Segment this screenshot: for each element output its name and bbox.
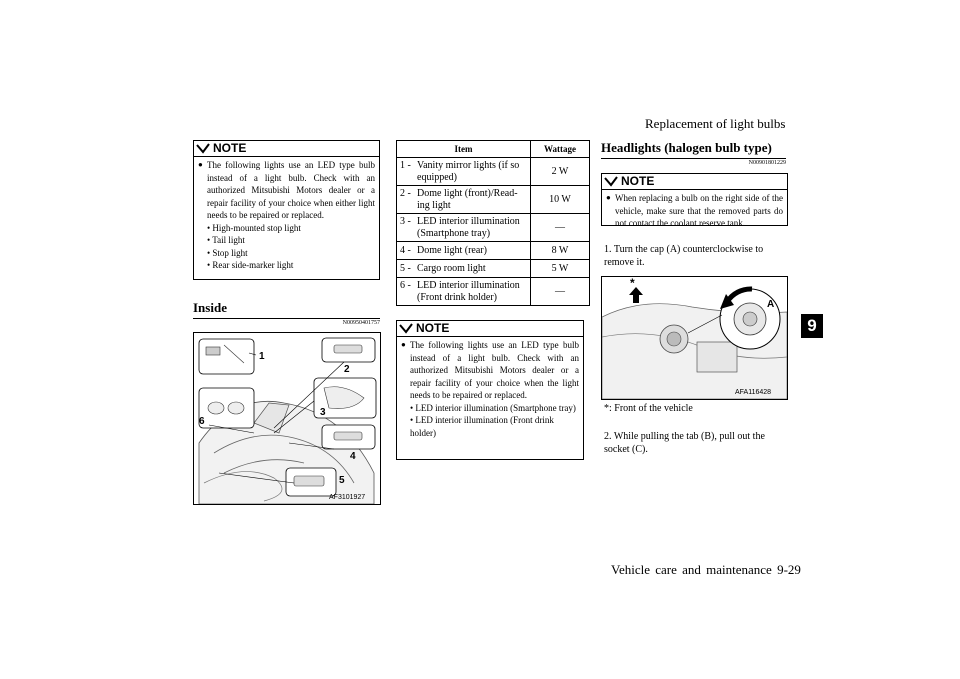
row-wattage: 2 W — [531, 158, 590, 186]
table-row — [397, 186, 590, 214]
note-pencil-icon — [196, 143, 210, 155]
note-heading: NOTE — [213, 141, 247, 156]
row-num: 1 - — [400, 159, 411, 171]
figure-footnote: *: Front of the vehicle — [604, 403, 693, 414]
headlights-section-title: Headlights (halogen bulb type) — [601, 140, 786, 159]
row-label: Vanity mirror lights (if so equipped) — [417, 159, 520, 183]
row-num: 5 - — [400, 262, 411, 274]
table-row — [397, 158, 590, 186]
note-pencil-icon — [399, 323, 413, 335]
headlights-note-box — [601, 173, 788, 226]
callout-2: 2 — [344, 364, 350, 375]
bullet-icon: ● — [606, 193, 611, 202]
step-1: 1. Turn the cap (A) counterclockwise to remove it. — [604, 244, 764, 268]
figure-star: * — [630, 277, 635, 290]
table-row — [397, 278, 590, 306]
step-2: 2. While pulling the tab (B), pull out the socket (C). — [604, 431, 765, 455]
table-row — [397, 214, 590, 242]
page-footer: Vehicle care and maintenance 9-29 — [611, 562, 801, 577]
callout-4: 4 — [350, 451, 356, 462]
figure-letter-a: A — [767, 299, 775, 310]
middle-note-item: • LED interior illumination (Smartphone tray) — [410, 402, 576, 413]
left-note-text: The following lights use an LED type bulb instead of a light bulb. Check with an authorized Mitsubishi Motors dealer or a repair facility of your choice when either light needs to be repaired or replaced. — [207, 160, 375, 220]
row-label: LED interior illumination (Smartphone tray) — [417, 215, 520, 239]
row-num: 4 - — [400, 244, 411, 256]
table-row — [397, 242, 590, 260]
note-header — [194, 141, 379, 157]
note-header — [602, 174, 787, 190]
table-row — [397, 260, 590, 278]
left-note-item: • Rear side-marker light — [207, 260, 294, 270]
row-num: 3 - — [400, 215, 411, 227]
row-label: Cargo room light — [417, 262, 486, 274]
table-header-wattage: Wattage — [531, 141, 590, 158]
callout-1: 1 — [259, 351, 265, 362]
headlights-section-code: N00901801229 — [748, 160, 786, 166]
note-heading: NOTE — [416, 321, 450, 336]
left-note-item: • High-mounted stop light — [207, 222, 301, 233]
headlight-cap-illustration — [602, 277, 787, 399]
bullet-icon: ● — [401, 340, 406, 349]
callout-3: 3 — [320, 407, 326, 418]
wattage-table — [396, 140, 590, 306]
row-label: LED interior illumination (Front drink holder) — [417, 279, 520, 303]
row-wattage: — — [531, 214, 590, 242]
row-num: 2 - — [400, 187, 411, 199]
callout-5: 5 — [339, 475, 345, 486]
inside-figure-code: AF3101927 — [329, 494, 366, 501]
callout-6: 6 — [199, 416, 205, 427]
middle-note-box — [396, 320, 584, 460]
chapter-tab: 9 — [801, 314, 823, 338]
inside-section-title: Inside — [193, 300, 380, 319]
middle-note-text: The following lights use an LED type bulb instead of a light bulb. Check with an authorized Mitsubishi Motors dealer or a repair facility of your choice when the light needs to be repaired or replaced. — [410, 340, 579, 400]
inside-section-code: N00950401757 — [342, 320, 380, 326]
middle-note-item: • LED interior illumination (Front drink holder) — [410, 415, 554, 438]
row-wattage: 10 W — [531, 186, 590, 214]
headlight-figure-code: AFA116428 — [735, 389, 772, 396]
table-header-item: Item — [397, 141, 531, 158]
row-label: Dome light (rear) — [417, 244, 487, 256]
headlights-note-text: When replacing a bulb on the right side of the vehicle, make sure that the removed parts do not contact the coolant reserve tank. — [615, 193, 783, 228]
row-num: 6 - — [400, 279, 411, 291]
bullet-icon: ● — [198, 160, 203, 169]
headlight-figure — [601, 276, 788, 400]
row-label: Dome light (front)/Read-ing light — [417, 187, 518, 211]
note-heading: NOTE — [621, 174, 655, 189]
interior-lights-illustration — [194, 333, 380, 504]
inside-figure — [193, 332, 381, 505]
left-note-item: • Stop light — [207, 247, 248, 258]
wattage-table-wrap — [396, 140, 590, 306]
row-wattage: 8 W — [531, 242, 590, 260]
page-header-title: Replacement of light bulbs — [645, 116, 786, 131]
left-note-box — [193, 140, 380, 280]
note-header — [397, 321, 583, 337]
row-wattage: 5 W — [531, 260, 590, 278]
row-wattage: — — [531, 278, 590, 306]
note-pencil-icon — [604, 176, 618, 188]
left-note-item: • Tail light — [207, 235, 245, 245]
